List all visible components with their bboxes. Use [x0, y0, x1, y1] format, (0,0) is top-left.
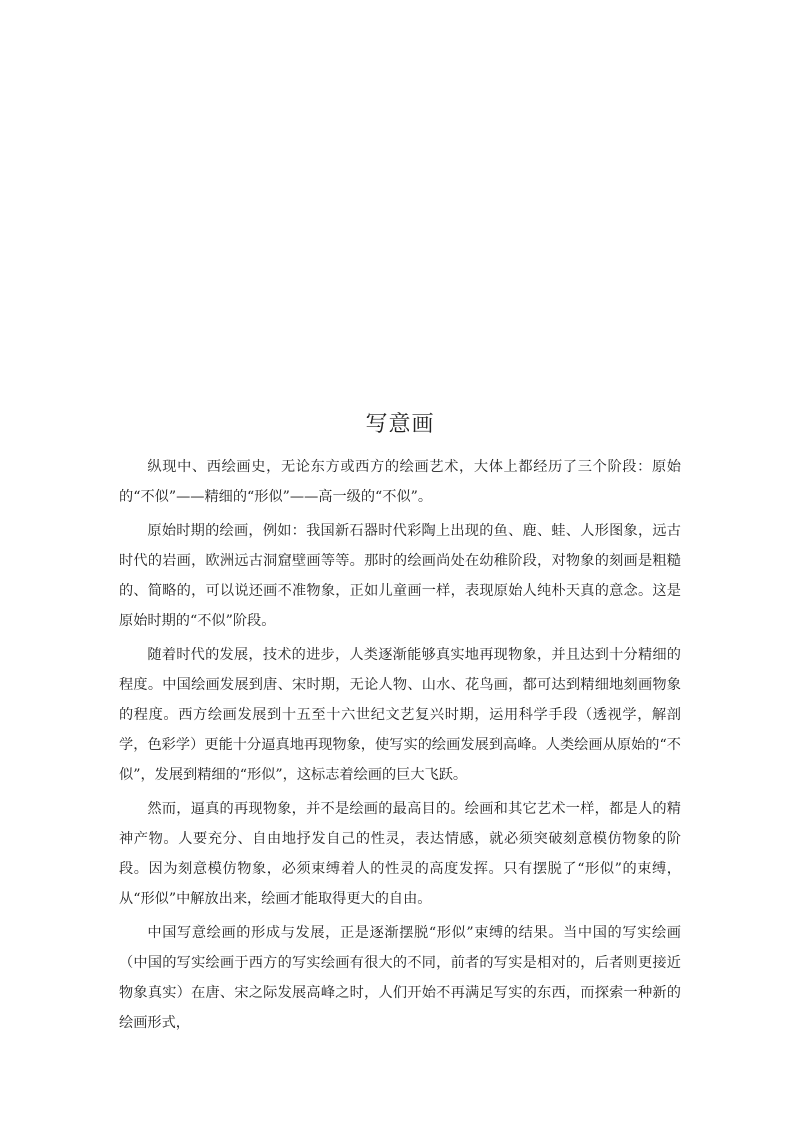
paragraph: 然而，逼真的再现物象，并不是绘画的最高目的。绘画和其它艺术一样，都是人的精神产物。人要充分、自由地抒发自己的性灵，表达情感，就必须突破刻意模仿物象的阶段。因为刻意模仿物象，必须束缚着人的性灵的高度发挥。只有摆脱了“形似”的束缚，从“形似”中解放出来，绘画才能取得更大的自由。	[119, 801, 681, 907]
document-body	[119, 452, 681, 1042]
document-title: 写意画	[365, 412, 435, 437]
paragraph: 随着时代的发展，技术的进步，人类逐渐能够真实地再现物象，并且达到十分精细的程度。中国绘画发展到唐、宋时期，无论人物、山水、花鸟画，都可达到精细地刻画物象的程度。西方绘画发展到十五至十六世纪文艺复兴时期，运用科学手段（透视学，解剖学，色彩学）更能十分逼真地再现物象，使写实的绘画发展到高峰。人类绘画从原始的“不似”，发展到精细的“形似”，这标志着绘画的巨大飞跃。	[119, 647, 681, 783]
paragraph: 纵现中、西绘画史，无论东方或西方的绘画艺术，大体上都经历了三个阶段：原始的“不似”——精细的“形似”——高一级的“不似”。	[119, 459, 681, 505]
paragraph: 中国写意绘画的形成与发展，正是逐渐摆脱“形似”束缚的结果。当中国的写实绘画（中国的写实绘画于西方的写实绘画有很大的不同，前者的写实是相对的，后者则更接近物象真实）在唐、宋之际发展高峰之时，人们开始不再满足写实的东西，而探索一种新的绘画形式，	[119, 925, 681, 1031]
paragraph: 原始时期的绘画，例如：我国新石器时代彩陶上出现的鱼、鹿、蛙、人形图象，远古时代的岩画，欧洲远古洞窟壁画等等。那时的绘画尚处在幼稚阶段，对物象的刻画是粗糙的、简略的，可以说还画不准物象，正如儿童画一样，表现原始人纯朴天真的意念。这是原始时期的“不似”阶段。	[119, 523, 681, 629]
